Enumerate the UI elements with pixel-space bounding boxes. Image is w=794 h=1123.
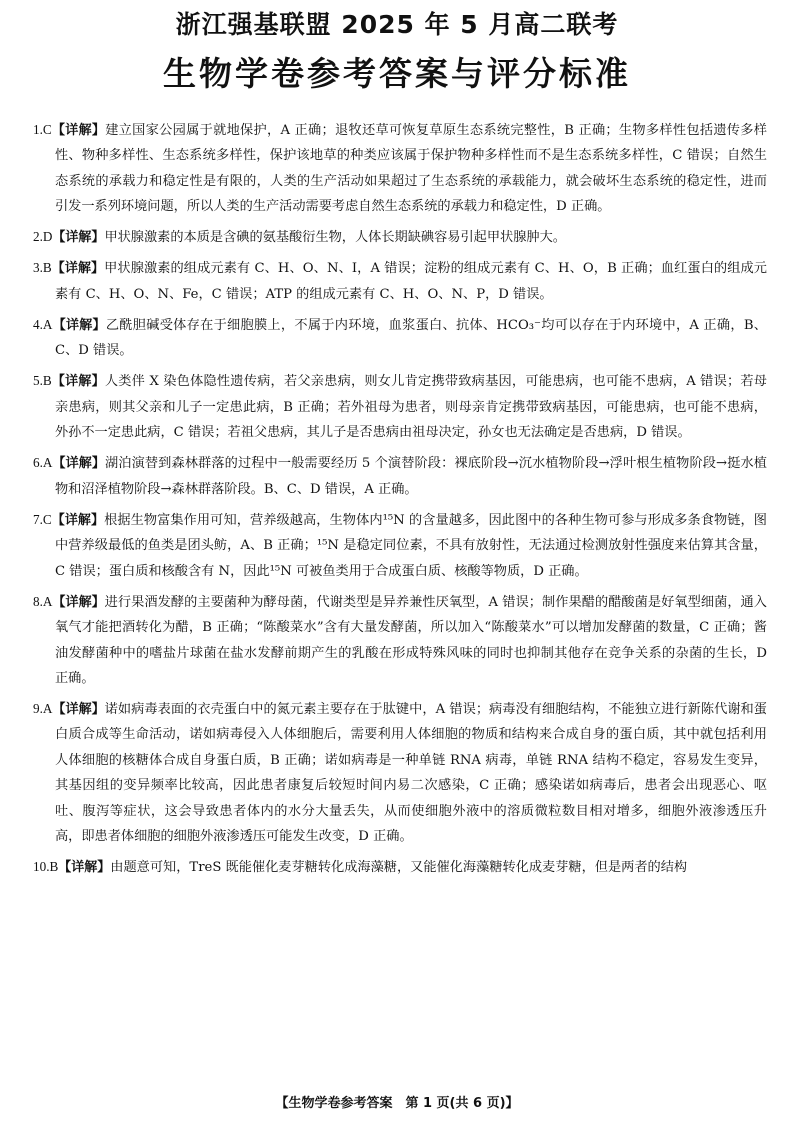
answer-letter: A (42, 455, 53, 471)
item-number: 9. (33, 701, 43, 717)
explanation-text: 乙酰胆碱受体存在于细胞膜上，不属于内环境，血浆蛋白、抗体、HCO₃⁻均可以存在于内环境中，A 正确，B、C、D 错误。 (55, 317, 767, 359)
item-number: 2. (33, 229, 43, 245)
exam-title: 浙江强基联盟 2025 年 5 月高二联考 (175, 10, 619, 39)
explanation-tag: 【详解】 (51, 123, 106, 138)
item-number: 8. (33, 593, 43, 609)
explanation-text: 湖泊演替到森林群落的过程中一般需要经历 5 个演替阶段：裸底阶段→沉水植物阶段→浮叶根生植物阶段→挺水植物和沼泽植物阶段→森林群落阶段。B、C、D 错误，A 正确。 (55, 456, 767, 497)
answer-letter: B (49, 859, 59, 875)
item-number: 10. (33, 859, 50, 875)
answer-item-3 (33, 255, 767, 307)
explanation-text: 进行果酒发酵的主要菌种为酵母菌，代谢类型是异养兼性厌氧型，A 错误；制作果醋的醋酸菌是好氧型细菌，通入氧气才能把酒转化为醋，B 正确；“陈酸菜水”含有大量发酵菌，所以加入“陈酸菜水”可以增加发酵菌的数量，C 正确；酱油发酵菌种中的嗜盐片球菌在盐水发酵前期产生的乳酸在形成特殊风味的同时也抑制其他存在竞争关系的杂菌的生长，D 正确。 (55, 594, 767, 686)
explanation-text: 人类伴 X 染色体隐性遗传病，若父亲患病，则女儿肯定携带致病基因，可能患病，也可能不患病，A 错误；若母亲患病，则其父亲和儿子一定患此病，B 正确；若外祖母为患者，则母亲肯定携带致病基因，可能患病，也可能不患病，外孙不一定患此病，C 错误；若祖父患病，其儿子是否患病由祖母决定，孙女也无法确定是否患病，D 错误。 (55, 374, 767, 441)
explanation-text: 甲状腺激素的组成元素有 C、H、O、N、I，A 错误；淀粉的组成元素有 C、H、O，B 正确；血红蛋白的组成元素有 C、H、O、N、Fe，C 错误；ATP 的组成元素有 C、H、O、N、P，D 错误。 (55, 261, 767, 302)
answer-letter: A (42, 593, 53, 609)
item-number: 3. (33, 260, 43, 276)
answer-letter: D (42, 229, 53, 245)
answer-item-4 (33, 312, 767, 364)
explanation-tag: 【详解】 (51, 512, 105, 528)
answer-item-2 (33, 224, 767, 250)
explanation-text: 建立国家公园属于就地保护，A 正确；退牧还草可恢复草原生态系统完整性，B 正确；生物多样性包括遗传多样性、物种多样性、生态系统多样性，保护该地草的种类应该属于保护物种多样性而不是生态系统多样性，C 错误；自然生态系统的承载力和稳定性是有限的，人类的生产活动如果超过了生态系统的承载能力，就会破坏生态系统的稳定性，进而引发一系列环境问题，所以人类的生产活动需要考虑自然生态系统的承载力和稳定性，D 正确。 (55, 123, 767, 215)
explanation-tag: 【详解】 (58, 860, 111, 876)
explanation-tag: 【详解】 (52, 594, 105, 610)
explanation-text: 甲状腺激素的本质是含碘的氨基酸衍生物，人体长期缺碘容易引起甲状腺肿大。 (104, 230, 566, 246)
explanation-tag: 【详解】 (52, 456, 105, 472)
answer-letter: A (42, 701, 53, 717)
answer-item-10 (33, 854, 767, 880)
answer-item-7 (33, 507, 767, 584)
answer-letter: B (42, 260, 52, 276)
answer-item-6 (33, 450, 767, 502)
explanation-tag: 【详解】 (51, 261, 105, 277)
answer-letter: C (42, 122, 52, 137)
item-number: 5. (33, 373, 43, 389)
explanation-tag: 【详解】 (51, 374, 105, 390)
answer-list (33, 117, 767, 880)
answer-letter: C (42, 511, 52, 527)
explanation-text: 根据生物富集作用可知，营养级越高，生物体内¹⁵N 的含量越多，因此图中的各种生物可参与形成多条食物链，图中营养级最低的鱼类是团头鲂，A、B 正确；¹⁵N 是稳定同位素，不具有放射性，无法通过检测放射性强度来估算其含量，C 错误；蛋白质和核酸含有 N，因此¹⁵N 可被鱼类用于合成蛋白质、核酸等物质，D 正确。 (55, 512, 767, 579)
answer-item-8 (33, 589, 767, 692)
item-number: 7. (33, 511, 43, 527)
explanation-tag: 【详解】 (52, 230, 105, 246)
page-footer: 【生物学卷参考答案 第 1 页(共 6 页)】 (275, 1096, 519, 1111)
explanation-tag: 【详解】 (52, 702, 105, 718)
item-number: 6. (33, 455, 43, 471)
answer-letter: A (42, 316, 53, 332)
answer-letter: B (42, 373, 52, 389)
answer-item-1 (33, 117, 767, 220)
answer-item-9 (33, 696, 767, 849)
explanation-text: 由题意可知，TreS 既能催化麦芽糖转化成海藻糖，又能催化海藻糖转化成麦芽糖，但是两者的结构 (110, 860, 688, 876)
explanation-tag: 【详解】 (52, 317, 106, 333)
item-number: 4. (33, 316, 43, 332)
explanation-text: 诺如病毒表面的衣壳蛋白中的氮元素主要存在于肽键中，A 错误；病毒没有细胞结构，不能独立进行新陈代谢和蛋白质合成等生命活动，诺如病毒侵入人体细胞后，需要利用人体细胞的物质和结构来合成自身的蛋白质，其中就包括利用人体细胞的核糖体合成自身蛋白质，B 正确；诺如病毒是一种单链 RNA 病毒，单链 RNA 结构不稳定，容易发生变异，其基因组的变异频率比较高，因此患者康复后较短时间内易二次感染，C 正确；感染诺如病毒后，患者会出现恶心、呕吐、腹泻等症状，这会导致患者体内的水分大量丢失，从而使细胞外液中的溶质微粒数目相对增多，细胞外液渗透压升高，即患者体细胞的细胞外液渗透压可能发生改变，D 正确。 (55, 702, 767, 845)
document-title: 生物学卷参考答案与评分标准 (163, 54, 631, 93)
item-number: 1. (33, 122, 43, 137)
answer-item-5 (33, 368, 767, 445)
